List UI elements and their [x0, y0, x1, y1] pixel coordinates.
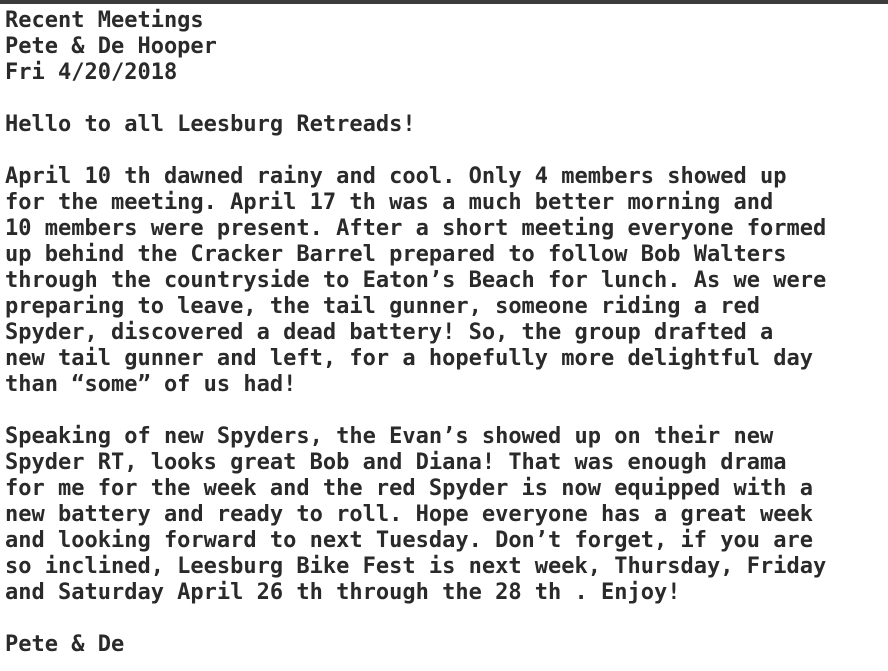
paragraph-spyders — [5, 424, 883, 606]
paragraph-line: through the countryside to Eaton’s Beach for lunch. As we were — [5, 268, 827, 293]
paragraph-line: than “some” of us had! — [5, 372, 297, 397]
signature: Pete & De — [5, 632, 125, 657]
paragraph-line: Speaking of new Spyders, the Evan’s showed up on their new — [5, 424, 774, 449]
paragraph-meetings — [5, 164, 883, 398]
paragraph-line: so inclined, Leesburg Bike Fest is next week, Thursday, Friday — [5, 554, 827, 579]
document-authors: Pete & De Hooper — [5, 34, 217, 59]
greeting: Hello to all Leesburg Retreads! — [5, 112, 416, 137]
spacer — [5, 138, 883, 164]
spacer — [5, 606, 883, 632]
paragraph-line: for the meeting. April 17 th was a much better morning and — [5, 190, 774, 215]
spacer — [5, 398, 883, 424]
paragraph-line: new battery and ready to roll. Hope everyone has a great week — [5, 502, 813, 527]
paragraph-line: Spyder, discovered a dead battery! So, the group drafted a — [5, 320, 774, 345]
paragraph-line: new tail gunner and left, for a hopefully more delightful day — [5, 346, 813, 371]
paragraph-line: 10 members were present. After a short meeting everyone formed — [5, 216, 827, 241]
document-date: Fri 4/20/2018 — [5, 60, 178, 85]
spacer — [5, 86, 883, 112]
paragraph-line: and looking forward to next Tuesday. Don’t forget, if you are — [5, 528, 813, 553]
paragraph-line: April 10 th dawned rainy and cool. Only 4 members showed up — [5, 164, 787, 189]
paragraph-line: Spyder RT, looks great Bob and Diana! That was enough drama — [5, 450, 787, 475]
paragraph-line: and Saturday April 26 th through the 28 th . Enjoy! — [5, 580, 681, 605]
paragraph-line: up behind the Cracker Barrel prepared to follow Bob Walters — [5, 242, 787, 267]
document-body — [5, 8, 883, 658]
paragraph-line: preparing to leave, the tail gunner, someone riding a red — [5, 294, 760, 319]
document-title: Recent Meetings — [5, 8, 204, 33]
paragraph-line: for me for the week and the red Spyder is now equipped with a — [5, 476, 813, 501]
